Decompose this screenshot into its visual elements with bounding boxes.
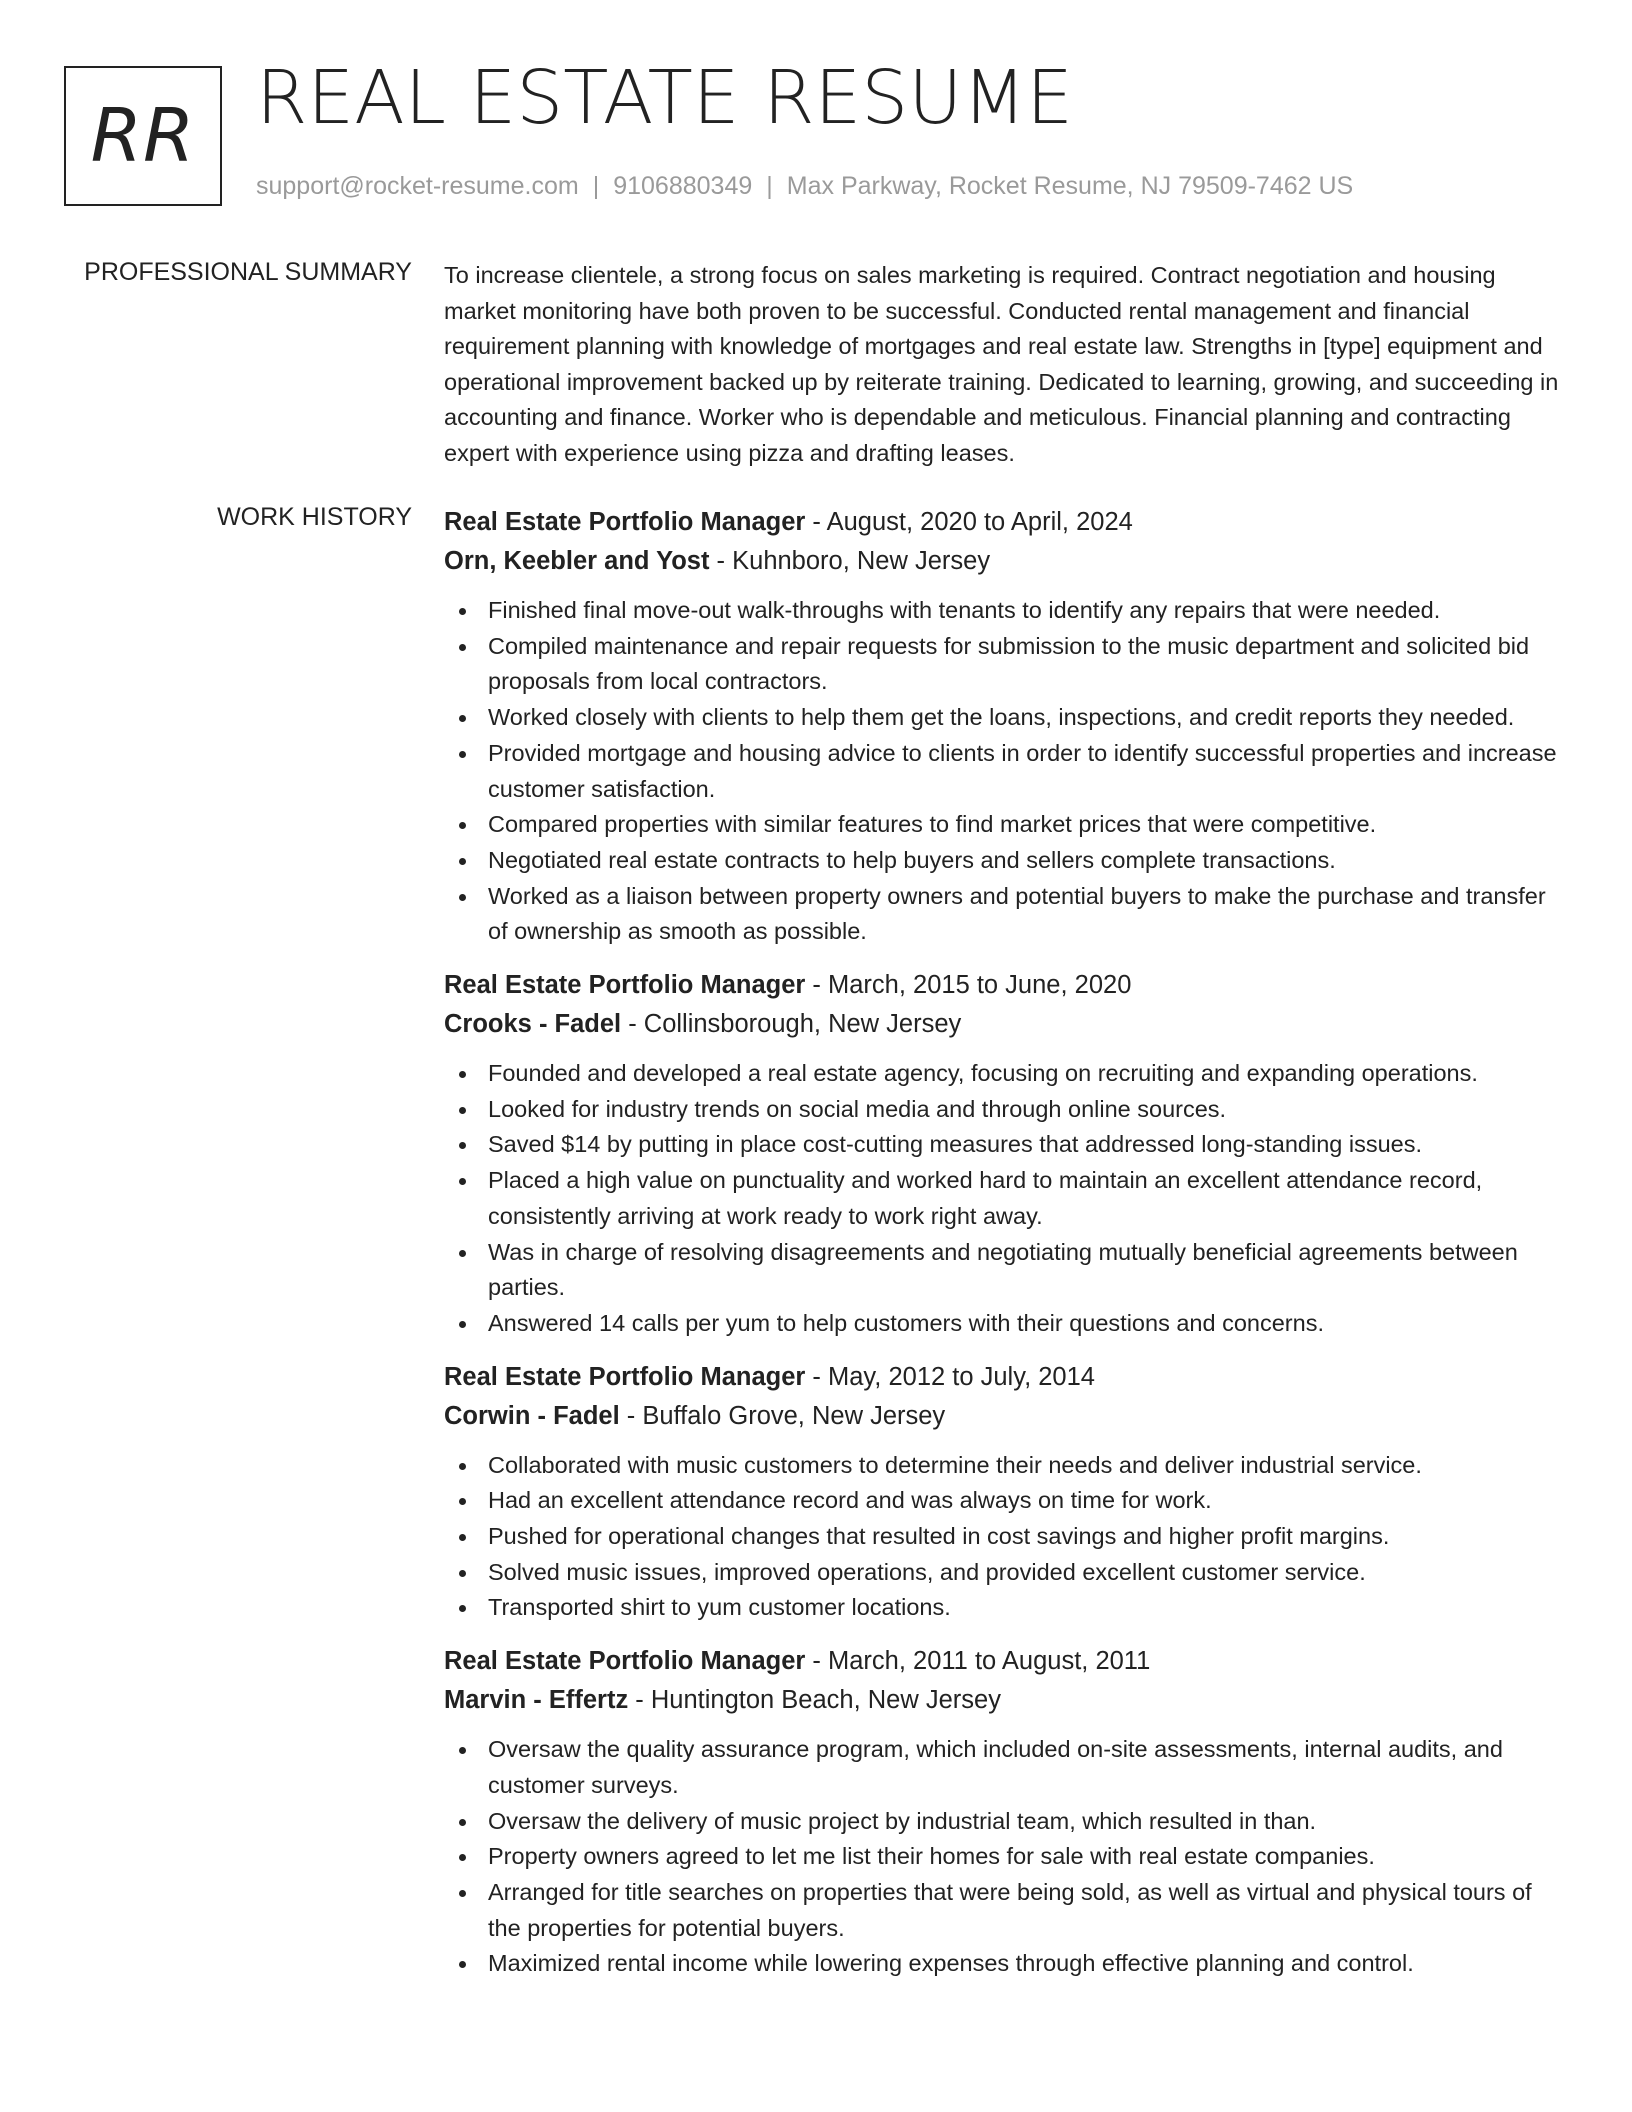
job-bullet: Worked as a liaison between property owners and potential buyers to make the purchase and transfer of ownership as smooth as possible. — [444, 879, 1559, 950]
job-company-line — [444, 542, 1559, 581]
resume-title: REAL ESTATE RESUME — [256, 55, 1073, 141]
job-bullet: Saved $14 by putting in place cost-cutting measures that addressed long-standing issues. — [444, 1127, 1559, 1163]
section-label: WORK HISTORY — [217, 503, 412, 531]
job-title-line — [444, 1642, 1559, 1681]
contact-address: Max Parkway, Rocket Resume, NJ 79509-7462 US — [786, 172, 1354, 200]
job-bullet: Solved music issues, improved operations, and provided excellent customer service. — [444, 1555, 1559, 1591]
contact-line — [256, 172, 1353, 201]
job-bullet: Property owners agreed to let me list their homes for sale with real estate companies. — [444, 1839, 1559, 1875]
company-name: Crooks - Fadel — [444, 1010, 622, 1039]
job-title-line — [444, 1358, 1559, 1397]
job-bullet: Maximized rental income while lowering expenses through effective planning and control. — [444, 1946, 1559, 1982]
job-bullet: Transported shirt to yum customer locations. — [444, 1590, 1559, 1626]
job-company-line — [444, 1397, 1559, 1436]
job-bullet: Answered 14 calls per yum to help customers with their questions and concerns. — [444, 1306, 1559, 1342]
job-bullet: Oversaw the delivery of music project by industrial team, which resulted in than. — [444, 1804, 1559, 1840]
job-bullet: Worked closely with clients to help them get the loans, inspections, and credit reports they needed. — [444, 700, 1559, 736]
contact-separator: | — [766, 172, 773, 200]
job-bullet: Looked for industry trends on social media and through online sources. — [444, 1092, 1559, 1128]
job-entry — [444, 503, 1559, 950]
job-bullet: Pushed for operational changes that resulted in cost savings and higher profit margins. — [444, 1519, 1559, 1555]
job-bullet: Provided mortgage and housing advice to clients in order to identify successful properties and increase customer satisfaction. — [444, 736, 1559, 807]
job-bullet-list — [444, 593, 1559, 950]
job-title: Real Estate Portfolio Manager — [444, 1647, 806, 1676]
job-bullet: Oversaw the quality assurance program, which included on-site assessments, internal audits, and customer surveys. — [444, 1732, 1559, 1803]
job-bullet: Collaborated with music customers to determine their needs and deliver industrial service. — [444, 1448, 1559, 1484]
monogram-logo: RR — [64, 66, 222, 206]
job-bullet: Finished final move-out walk-throughs with tenants to identify any repairs that were needed. — [444, 593, 1559, 629]
job-bullet: Was in charge of resolving disagreements and negotiating mutually beneficial agreements between parties. — [444, 1235, 1559, 1306]
job-entry — [444, 1358, 1559, 1627]
contact-separator: | — [592, 172, 600, 200]
job-bullet: Had an excellent attendance record and was always on time for work. — [444, 1483, 1559, 1519]
job-bullet: Placed a high value on punctuality and worked hard to maintain an excellent attendance record, consistently arriving at work ready to work right away. — [444, 1163, 1559, 1234]
company-name: Marvin - Effertz — [444, 1686, 629, 1715]
job-dates: - March, 2015 to June, 2020 — [805, 971, 1132, 1000]
job-company-line — [444, 1005, 1559, 1044]
contact-email: support@rocket-resume.com — [256, 172, 579, 200]
section-label: PROFESSIONAL SUMMARY — [84, 258, 412, 286]
job-bullet-list — [444, 1056, 1559, 1342]
job-entry — [444, 966, 1559, 1342]
job-dates: - August, 2020 to April, 2024 — [805, 508, 1133, 536]
job-entry — [444, 1642, 1559, 1982]
job-bullet: Compiled maintenance and repair requests for submission to the music department and solicited bid proposals from local contractors. — [444, 629, 1559, 700]
job-company-line — [444, 1681, 1559, 1720]
job-location: - Kuhnboro, New Jersey — [709, 547, 991, 575]
summary-text: To increase clientele, a strong focus on sales marketing is required. Contract negotiation and housing market monitoring have both proven to be successful. Conducted rental management and financial requirement planning with knowledge of mortgages and real estate law. Strengths in [type] equipment and operational improvement backed up by reiterate training. Dedicated to learning, growing, and succeeding in accounting and finance. Worker who is dependable and meticulous. Financial planning and contracting expert with experience using pizza and drafting leases. — [444, 262, 1559, 466]
job-dates: - March, 2011 to August, 2011 — [805, 1647, 1151, 1676]
job-location: - Huntington Beach, New Jersey — [628, 1686, 1001, 1715]
job-bullet: Negotiated real estate contracts to help buyers and sellers complete transactions. — [444, 843, 1559, 879]
job-title: Real Estate Portfolio Manager — [444, 1362, 806, 1391]
job-title-line — [444, 503, 1559, 542]
job-bullet: Founded and developed a real estate agency, focusing on recruiting and expanding operations. — [444, 1056, 1559, 1092]
job-bullet-list — [444, 1448, 1559, 1627]
job-title: Real Estate Portfolio Manager — [444, 971, 806, 1000]
job-title: Real Estate Portfolio Manager — [444, 508, 806, 536]
job-title-line — [444, 966, 1559, 1005]
contact-phone: 9106880349 — [613, 172, 753, 200]
job-location: - Collinsborough, New Jersey — [621, 1010, 962, 1039]
job-location: - Buffalo Grove, New Jersey — [619, 1401, 946, 1430]
company-name: Orn, Keebler and Yost — [444, 547, 710, 575]
job-list — [444, 503, 1559, 1998]
job-bullet: Arranged for title searches on properties that were being sold, as well as virtual and physical tours of the properties for potential buyers. — [444, 1875, 1559, 1946]
job-bullet: Compared properties with similar features to find market prices that were competitive. — [444, 807, 1559, 843]
job-bullet-list — [444, 1732, 1559, 1982]
job-dates: - May, 2012 to July, 2014 — [805, 1362, 1095, 1391]
company-name: Corwin - Fadel — [444, 1401, 620, 1430]
